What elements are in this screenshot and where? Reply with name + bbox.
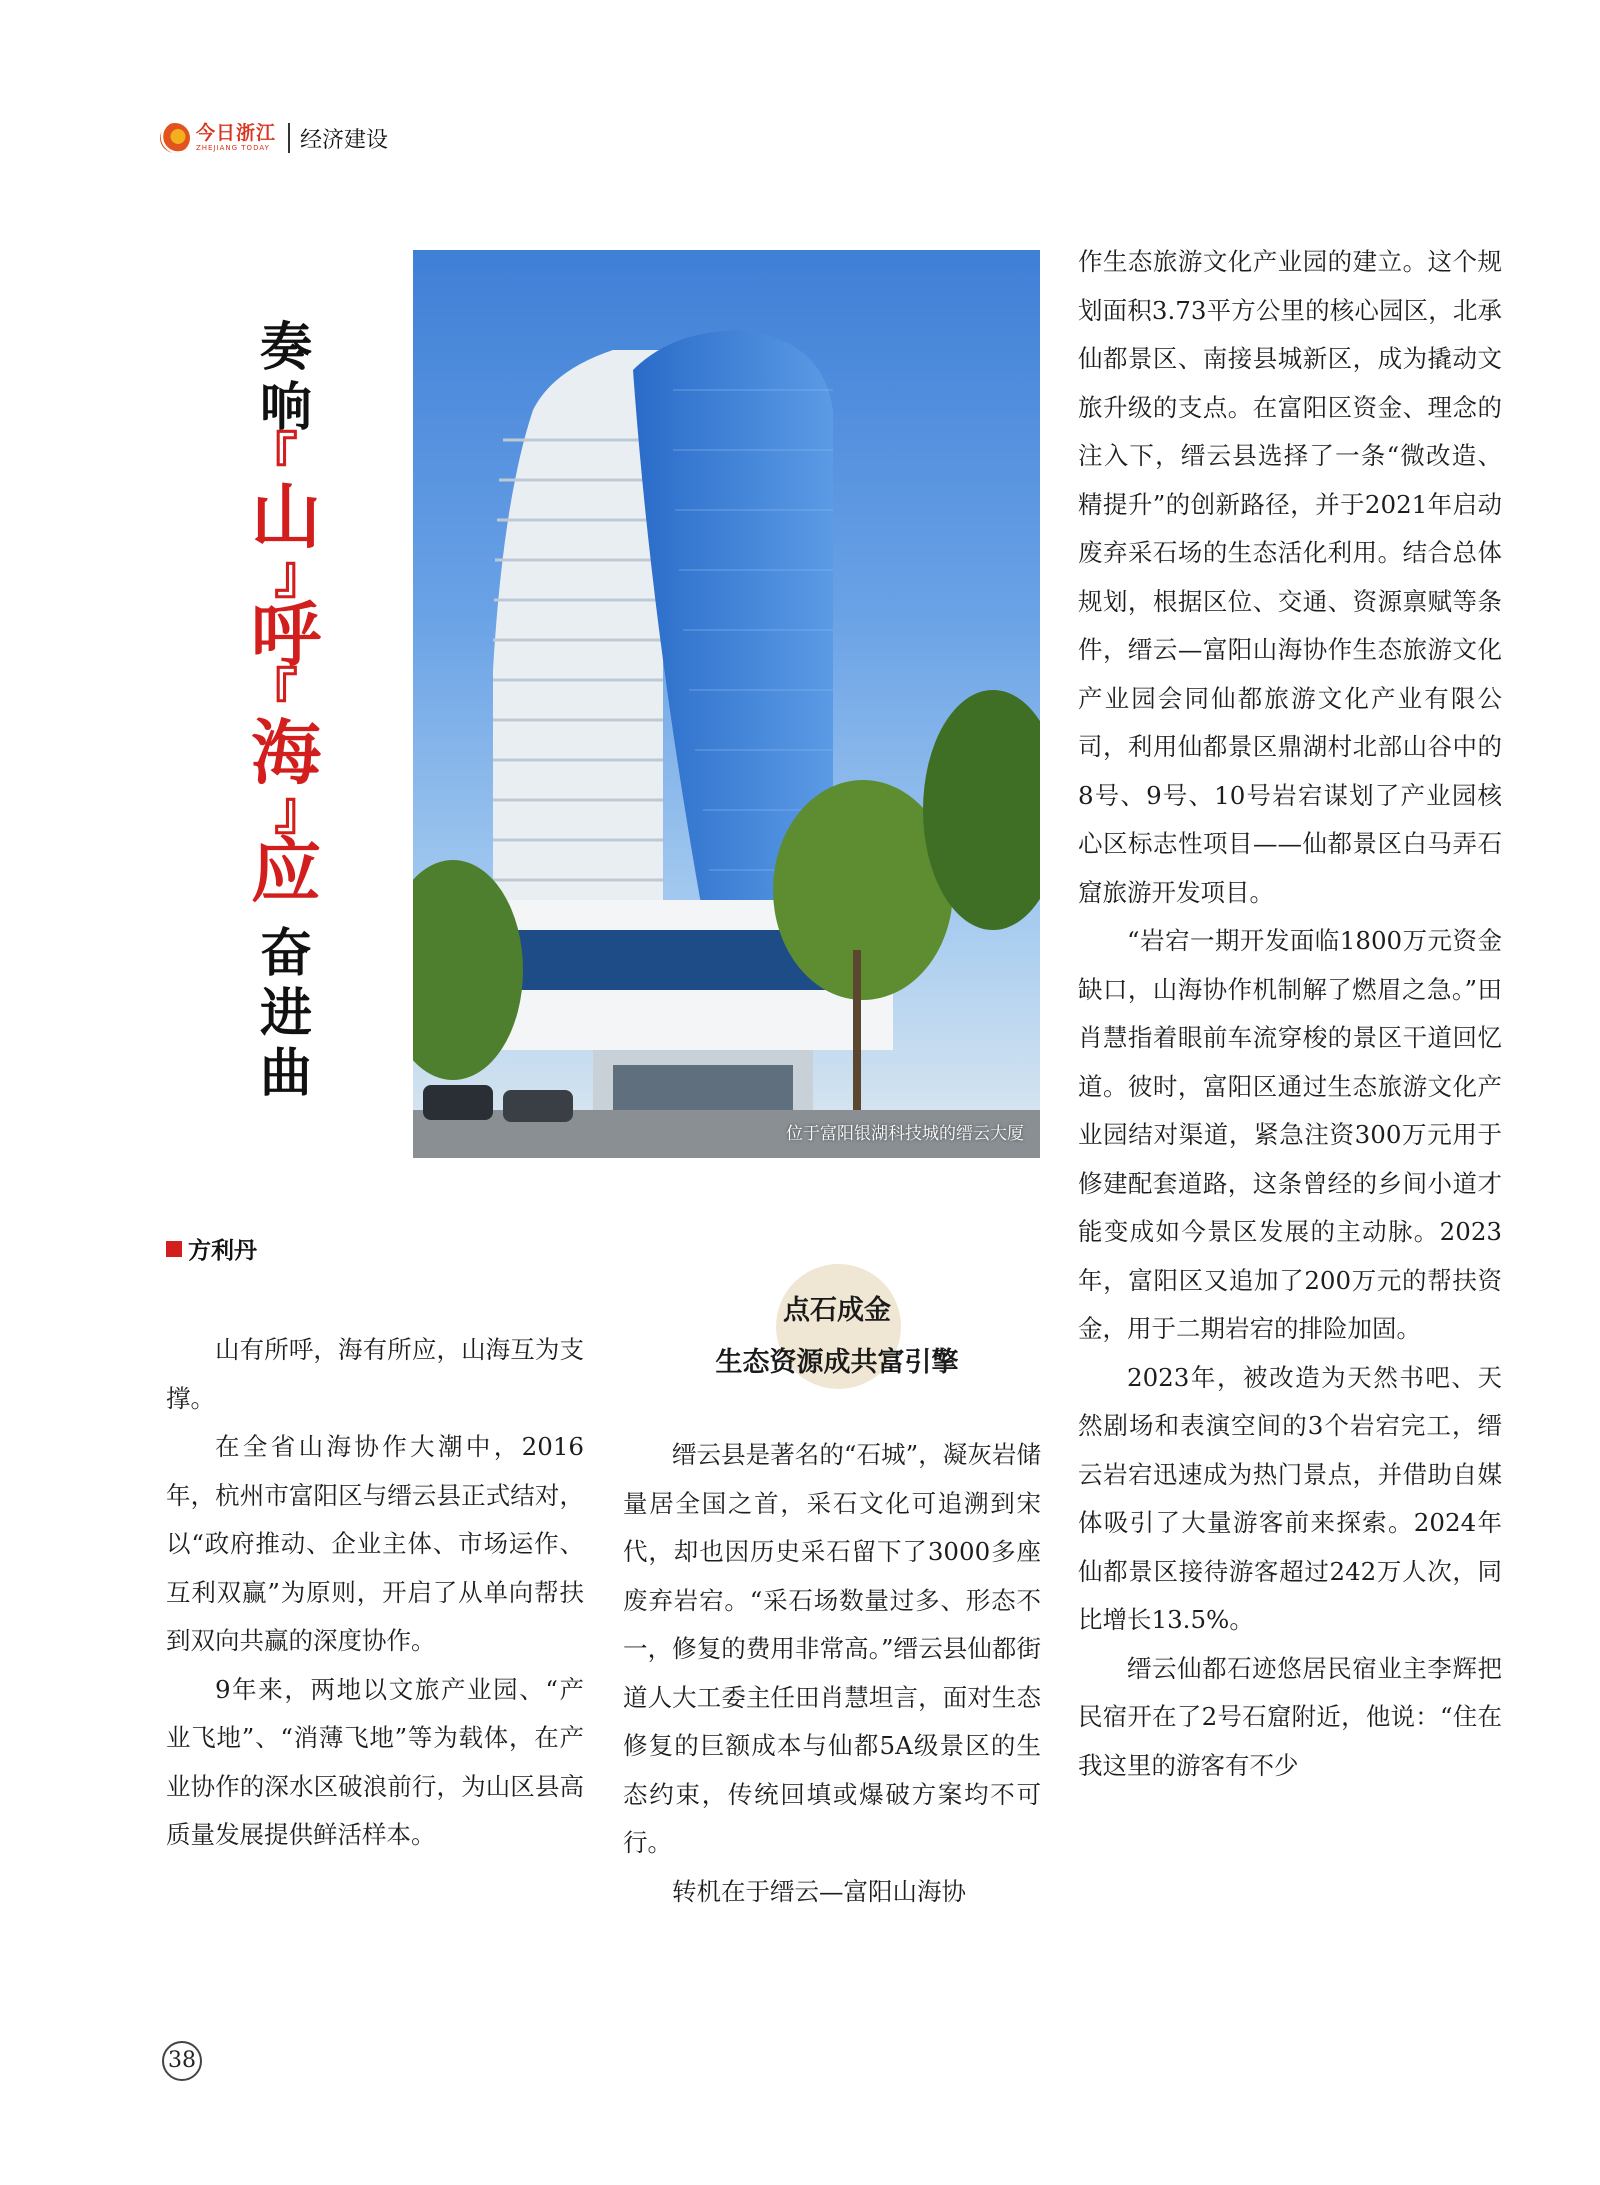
title-char-highlight: 海 bbox=[251, 711, 321, 794]
logo-chinese-name: 今日浙江 bbox=[196, 122, 277, 144]
section-subhead bbox=[687, 1264, 987, 1414]
logo-emblem-icon bbox=[160, 123, 190, 153]
paragraph: 2023年，被改造为天然书吧、天然剧场和表演空间的3个岩宕完工，缙云岩宕迅速成为热门景点，并借助自媒体吸引了大量游客前来探索。2024年仙都景区接待游客超过242万人次，同比增长13.5%。 bbox=[1078, 1362, 1502, 1634]
paragraph: 9年来，两地以文旅产业园、“产业飞地”、“消薄飞地”等为载体，在产业协作的深水区破浪前行，为山区县高质量发展提供鲜活样本。 bbox=[166, 1674, 584, 1849]
subhead-line-1: 点石成金 bbox=[783, 1295, 891, 1326]
text-column-2 bbox=[623, 1431, 1041, 1916]
text-column-1 bbox=[166, 1326, 584, 1860]
author-name: 方利丹 bbox=[188, 1238, 257, 1264]
paragraph: 转机在于缙云—富阳山海协 bbox=[672, 1876, 966, 1906]
paragraph: “岩宕一期开发面临1800万元资金缺口，山海协作机制解了燃眉之急。”田肖慧指着眼前车流穿梭的景区干道回忆道。彼时，富阳区通过生态旅游文化产业园结对渠道，紧急注资300万元用于修建配套道路，这条曾经的乡间小道才能变成如今景区发展的主动脉。2023年，富阳区又追加了200万元的帮扶资金，用于二期岩宕的排险加固。 bbox=[1078, 926, 1502, 1343]
title-bracket: 』 bbox=[273, 781, 326, 842]
logo-english-name: ZHEJIANG TODAY bbox=[196, 144, 270, 152]
magazine-logo bbox=[160, 123, 276, 153]
paragraph: 在全省山海协作大潮中，2016年，杭州市富阳区与缙云县正式结对，以“政府推动、企业主体、市场运作、互利双赢”为原则，开启了从单向帮扶到双向共赢的深度协作。 bbox=[166, 1432, 584, 1655]
title-bracket: 』 bbox=[273, 545, 326, 606]
paragraph: 山有所呼，海有所应，山海互为支撑。 bbox=[166, 1335, 584, 1413]
title-char: 响 bbox=[259, 377, 312, 438]
article-title bbox=[240, 318, 332, 1104]
title-char: 奋 bbox=[259, 923, 312, 984]
building-photo bbox=[413, 250, 1040, 1158]
building-illustration bbox=[413, 250, 1040, 1158]
title-char: 进 bbox=[259, 983, 312, 1044]
byline-marker-icon bbox=[166, 1241, 182, 1257]
page-number: 38 bbox=[162, 2041, 202, 2081]
title-char: 曲 bbox=[259, 1043, 312, 1104]
title-char-highlight: 山 bbox=[251, 475, 321, 558]
photo-caption: 位于富阳银湖科技城的缙云大厦 bbox=[786, 1124, 1024, 1144]
header-divider bbox=[288, 123, 290, 153]
paragraph-continued: 作生态旅游文化产业园的建立。这个规划面积3.73平方公里的核心园区，北承仙都景区、南接县城新区，成为撬动文旅升级的支点。在富阳区资金、理念的注入下，缙云县选择了一条“微改造、精提升”的创新路径，并于2021年启动废弃采石场的生态活化利用。结合总体规划，根据区位、交通、资源禀赋等条件，缙云—富阳山海协作生态旅游文化产业园会同仙都旅游文化产业有限公司，利用仙都景区鼎湖村北部山谷中的8号、9号、10号岩宕谋划了产业园核心区标志性项目——仙都景区白马弄石窟旅游开发项目。 bbox=[1078, 247, 1502, 907]
title-char-highlight: 呼 bbox=[251, 593, 321, 676]
paragraph: 缙云县是著名的“石城”，凝灰岩储量居全国之首，采石文化可追溯到宋代，却也因历史采石留下了3000多座废弃岩宕。“采石场数量过多、形态不一，修复的费用非常高。”缙云县仙都街道人大工委主任田肖慧坦言，面对生态修复的巨额成本与仙都5A级景区的生态约束，传统回填或爆破方案均不可行。 bbox=[623, 1440, 1041, 1857]
title-bracket: 『 bbox=[246, 427, 299, 488]
byline bbox=[166, 1232, 257, 1265]
title-char: 奏 bbox=[259, 317, 312, 378]
text-column-3 bbox=[1078, 238, 1502, 1790]
subhead-line-2: 生态资源成共富引擎 bbox=[715, 1347, 959, 1378]
paragraph: 缙云仙都石迹悠居民宿业主李辉把民宿开在了2号石窟附近，他说：“住在我这里的游客有不少 bbox=[1078, 1653, 1502, 1780]
page-header bbox=[160, 118, 388, 158]
title-bracket: 『 bbox=[246, 663, 299, 724]
title-char-highlight: 应 bbox=[251, 829, 321, 912]
section-name: 经济建设 bbox=[300, 127, 389, 153]
